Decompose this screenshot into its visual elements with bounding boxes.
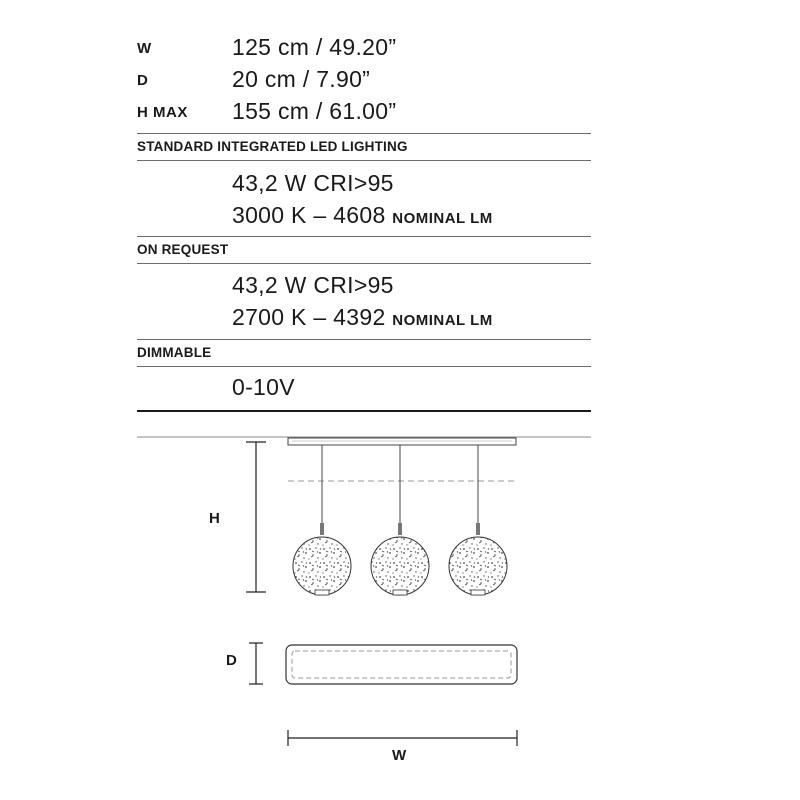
depth-dimension-line bbox=[249, 643, 263, 684]
width-dimension-line bbox=[288, 730, 517, 746]
standard-lumen-unit: NOMINAL LM bbox=[392, 210, 493, 227]
height-max-label: H MAX bbox=[137, 104, 188, 121]
height-max-value: 155 cm / 61.00” bbox=[232, 98, 397, 124]
standard-power-cri: 43,2 W CRI>95 bbox=[232, 170, 394, 196]
width-value: 125 cm / 49.20” bbox=[232, 34, 397, 60]
standard-lighting-heading: STANDARD INTEGRATED LED LIGHTING bbox=[137, 139, 408, 154]
pendant-right bbox=[449, 445, 507, 595]
depth-label: D bbox=[137, 72, 149, 89]
pendant-center bbox=[371, 445, 429, 595]
pendant-left bbox=[293, 445, 351, 595]
drawing-depth-label: D bbox=[226, 652, 237, 669]
drawing-width-label: W bbox=[392, 747, 407, 764]
standard-color-temp-text: 3000 K – 4608 bbox=[232, 202, 393, 228]
on-request-lumen-unit: NOMINAL LM bbox=[392, 312, 493, 329]
on-request-color-temp-text: 2700 K – 4392 bbox=[232, 304, 393, 330]
depth-value: 20 cm / 7.90” bbox=[232, 66, 371, 92]
on-request-heading: ON REQUEST bbox=[137, 242, 229, 257]
on-request-power-cri: 43,2 W CRI>95 bbox=[232, 272, 394, 298]
width-label: W bbox=[137, 40, 152, 57]
height-dimension-line bbox=[246, 442, 266, 592]
canopy-top-view bbox=[286, 645, 517, 684]
drawing-height-label: H bbox=[209, 510, 220, 527]
canopy-plate bbox=[288, 438, 516, 445]
dimmable-value: 0-10V bbox=[232, 374, 295, 400]
dimmable-heading: DIMMABLE bbox=[137, 345, 212, 360]
